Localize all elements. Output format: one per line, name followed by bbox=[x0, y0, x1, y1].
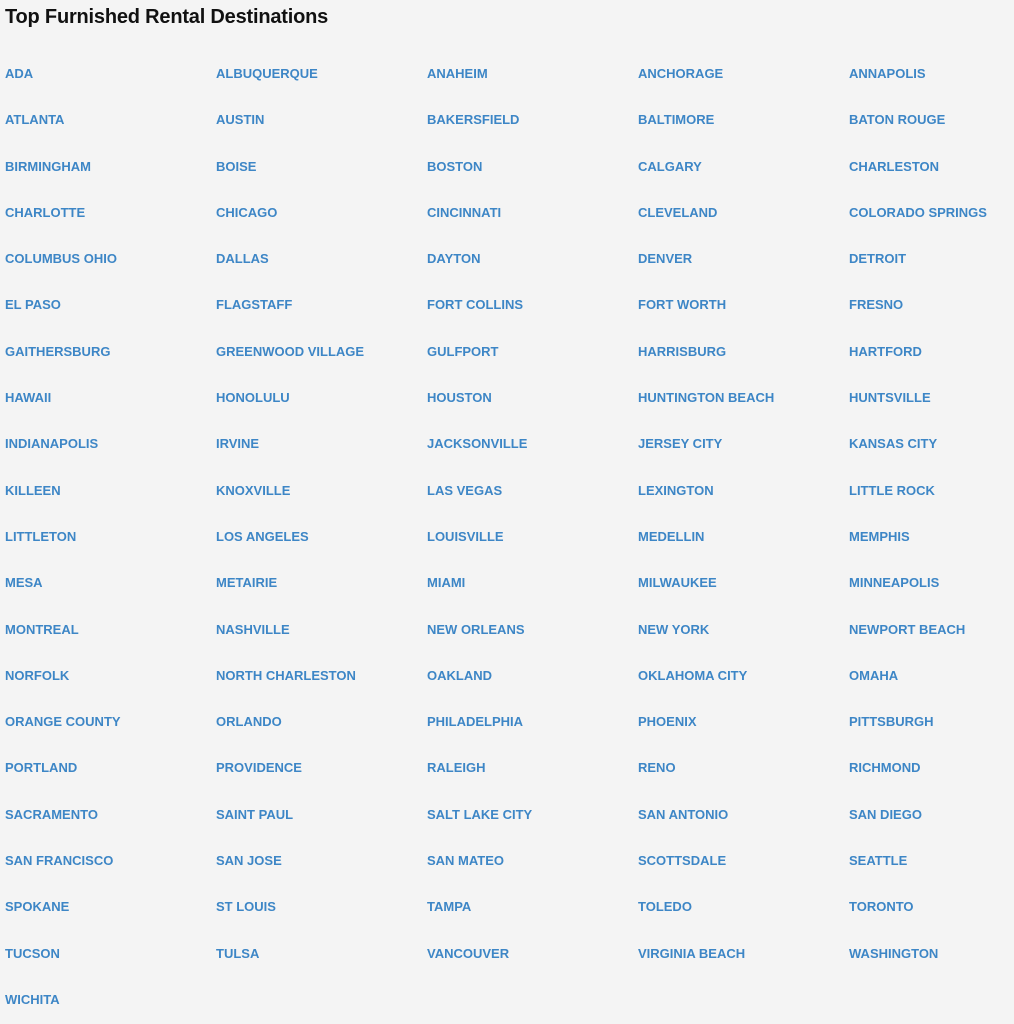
city-link-newport-beach[interactable]: NEWPORT BEACH bbox=[849, 621, 966, 637]
city-link-portland[interactable]: PORTLAND bbox=[5, 760, 78, 776]
city-link-los-angeles[interactable]: LOS ANGELES bbox=[216, 528, 309, 544]
city-link-vancouver[interactable]: VANCOUVER bbox=[427, 945, 510, 961]
city-link-flagstaff[interactable]: FLAGSTAFF bbox=[216, 297, 293, 313]
city-link-san-antonio[interactable]: SAN ANTONIO bbox=[638, 806, 729, 822]
city-link-seattle[interactable]: SEATTLE bbox=[849, 853, 908, 869]
city-link-baton-rouge[interactable]: BATON ROUGE bbox=[849, 112, 946, 128]
city-link-baltimore[interactable]: BALTIMORE bbox=[638, 112, 715, 128]
city-link-huntsville[interactable]: HUNTSVILLE bbox=[849, 390, 931, 406]
city-link-memphis[interactable]: MEMPHIS bbox=[849, 528, 910, 544]
city-link-orlando[interactable]: ORLANDO bbox=[216, 714, 282, 730]
city-link-littleton[interactable]: LITTLETON bbox=[5, 528, 77, 544]
city-link-albuquerque[interactable]: ALBUQUERQUE bbox=[216, 66, 318, 81]
city-link-atlanta[interactable]: ATLANTA bbox=[5, 112, 65, 128]
city-link-cincinnati[interactable]: CINCINNATI bbox=[427, 204, 502, 220]
city-link-san-diego[interactable]: SAN DIEGO bbox=[849, 806, 922, 822]
city-link-oakland[interactable]: OAKLAND bbox=[427, 667, 492, 683]
city-link-little-rock[interactable]: LITTLE ROCK bbox=[849, 482, 935, 498]
city-link-charlotte[interactable]: CHARLOTTE bbox=[5, 204, 86, 220]
city-link-denver[interactable]: DENVER bbox=[638, 251, 693, 267]
city-link-fresno[interactable]: FRESNO bbox=[849, 297, 904, 313]
city-link-anaheim[interactable]: ANAHEIM bbox=[427, 66, 488, 81]
city-link-el-paso[interactable]: EL PASO bbox=[5, 297, 61, 313]
city-link-bakersfield[interactable]: BAKERSFIELD bbox=[427, 112, 520, 128]
city-link-birmingham[interactable]: BIRMINGHAM bbox=[5, 158, 91, 174]
city-link-wichita[interactable]: WICHITA bbox=[5, 991, 60, 1007]
city-link-new-york[interactable]: NEW YORK bbox=[638, 621, 710, 637]
city-link-pittsburgh[interactable]: PITTSBURGH bbox=[849, 714, 934, 730]
city-link-jacksonville[interactable]: JACKSONVILLE bbox=[427, 436, 528, 452]
city-link-honolulu[interactable]: HONOLULU bbox=[216, 390, 290, 406]
city-link-dayton[interactable]: DAYTON bbox=[427, 251, 481, 267]
city-link-saint-paul[interactable]: SAINT PAUL bbox=[216, 806, 294, 822]
city-link-miami[interactable]: MIAMI bbox=[427, 575, 466, 591]
city-link-hawaii[interactable]: HAWAII bbox=[5, 390, 52, 406]
city-link-san-francisco[interactable]: SAN FRANCISCO bbox=[5, 853, 114, 869]
city-link-north-charleston[interactable]: NORTH CHARLESTON bbox=[216, 667, 356, 683]
city-link-richmond[interactable]: RICHMOND bbox=[849, 760, 921, 776]
city-link-sacramento[interactable]: SACRAMENTO bbox=[5, 806, 98, 822]
city-link-harrisburg[interactable]: HARRISBURG bbox=[638, 343, 727, 359]
city-link-new-orleans[interactable]: NEW ORLEANS bbox=[427, 621, 525, 637]
city-link-milwaukee[interactable]: MILWAUKEE bbox=[638, 575, 717, 591]
city-link-mesa[interactable]: MESA bbox=[5, 575, 43, 591]
city-link-cleveland[interactable]: CLEVELAND bbox=[638, 204, 718, 220]
city-link-greenwood-village[interactable]: GREENWOOD VILLAGE bbox=[216, 343, 365, 359]
city-link-minneapolis[interactable]: MINNEAPOLIS bbox=[849, 575, 940, 591]
city-link-dallas[interactable]: DALLAS bbox=[216, 251, 269, 267]
city-link-detroit[interactable]: DETROIT bbox=[849, 251, 907, 267]
city-link-louisville[interactable]: LOUISVILLE bbox=[427, 528, 504, 544]
city-link-salt-lake-city[interactable]: SALT LAKE CITY bbox=[427, 806, 533, 822]
city-link-tulsa[interactable]: TULSA bbox=[216, 945, 260, 961]
city-link-las-vegas[interactable]: LAS VEGAS bbox=[427, 482, 503, 498]
city-link-chicago[interactable]: CHICAGO bbox=[216, 204, 278, 220]
city-link-jersey-city[interactable]: JERSEY CITY bbox=[638, 436, 723, 452]
city-link-gaithersburg[interactable]: GAITHERSBURG bbox=[5, 343, 111, 359]
city-link-oklahoma-city[interactable]: OKLAHOMA CITY bbox=[638, 667, 748, 683]
city-link-colorado-springs[interactable]: COLORADO SPRINGS bbox=[849, 204, 987, 220]
city-link-tucson[interactable]: TUCSON bbox=[5, 945, 60, 961]
city-links-grid bbox=[5, 61, 1010, 1024]
city-link-calgary[interactable]: CALGARY bbox=[638, 158, 702, 174]
city-link-annapolis[interactable]: ANNAPOLIS bbox=[849, 66, 926, 81]
city-link-knoxville[interactable]: KNOXVILLE bbox=[216, 482, 291, 498]
city-link-tampa[interactable]: TAMPA bbox=[427, 899, 472, 915]
city-link-gulfport[interactable]: GULFPORT bbox=[427, 343, 499, 359]
city-link-anchorage[interactable]: ANCHORAGE bbox=[638, 66, 724, 81]
page-title: Top Furnished Rental Destinations bbox=[5, 6, 329, 28]
city-link-metairie[interactable]: METAIRIE bbox=[216, 575, 278, 591]
city-link-kansas-city[interactable]: KANSAS CITY bbox=[849, 436, 938, 452]
city-link-washington[interactable]: WASHINGTON bbox=[849, 945, 939, 961]
city-link-hartford[interactable]: HARTFORD bbox=[849, 343, 922, 359]
city-link-charleston[interactable]: CHARLESTON bbox=[849, 158, 940, 174]
city-link-austin[interactable]: AUSTIN bbox=[216, 112, 265, 128]
city-link-boston[interactable]: BOSTON bbox=[427, 158, 483, 174]
city-link-fort-collins[interactable]: FORT COLLINS bbox=[427, 297, 524, 313]
city-link-st-louis[interactable]: ST LOUIS bbox=[216, 899, 276, 915]
city-link-columbus-ohio[interactable]: COLUMBUS OHIO bbox=[5, 251, 117, 267]
city-link-virginia-beach[interactable]: VIRGINIA BEACH bbox=[638, 945, 746, 961]
city-link-san-jose[interactable]: SAN JOSE bbox=[216, 853, 282, 869]
city-link-ada[interactable]: ADA bbox=[5, 66, 34, 81]
city-link-scottsdale[interactable]: SCOTTSDALE bbox=[638, 853, 727, 869]
city-link-nashville[interactable]: NASHVILLE bbox=[216, 621, 290, 637]
city-link-medellin[interactable]: MEDELLIN bbox=[638, 528, 705, 544]
city-link-philadelphia[interactable]: PHILADELPHIA bbox=[427, 714, 524, 730]
city-link-spokane[interactable]: SPOKANE bbox=[5, 899, 70, 915]
city-link-irvine[interactable]: IRVINE bbox=[216, 436, 260, 452]
city-link-killeen[interactable]: KILLEEN bbox=[5, 482, 61, 498]
city-link-montreal[interactable]: MONTREAL bbox=[5, 621, 79, 637]
city-link-reno[interactable]: RENO bbox=[638, 760, 676, 776]
city-link-toledo[interactable]: TOLEDO bbox=[638, 899, 692, 915]
city-link-providence[interactable]: PROVIDENCE bbox=[216, 760, 302, 776]
city-link-norfolk[interactable]: NORFOLK bbox=[5, 667, 70, 683]
city-link-lexington[interactable]: LEXINGTON bbox=[638, 482, 714, 498]
city-link-houston[interactable]: HOUSTON bbox=[427, 390, 492, 406]
city-link-orange-county[interactable]: ORANGE COUNTY bbox=[5, 714, 121, 730]
city-link-san-mateo[interactable]: SAN MATEO bbox=[427, 853, 505, 869]
city-link-omaha[interactable]: OMAHA bbox=[849, 667, 899, 683]
city-link-raleigh[interactable]: RALEIGH bbox=[427, 760, 486, 776]
city-link-toronto[interactable]: TORONTO bbox=[849, 899, 914, 915]
city-link-fort-worth[interactable]: FORT WORTH bbox=[638, 297, 727, 313]
city-link-phoenix[interactable]: PHOENIX bbox=[638, 714, 697, 730]
city-link-indianapolis[interactable]: INDIANAPOLIS bbox=[5, 436, 99, 452]
city-link-huntington-beach[interactable]: HUNTINGTON BEACH bbox=[638, 390, 775, 406]
city-link-boise[interactable]: BOISE bbox=[216, 158, 257, 174]
